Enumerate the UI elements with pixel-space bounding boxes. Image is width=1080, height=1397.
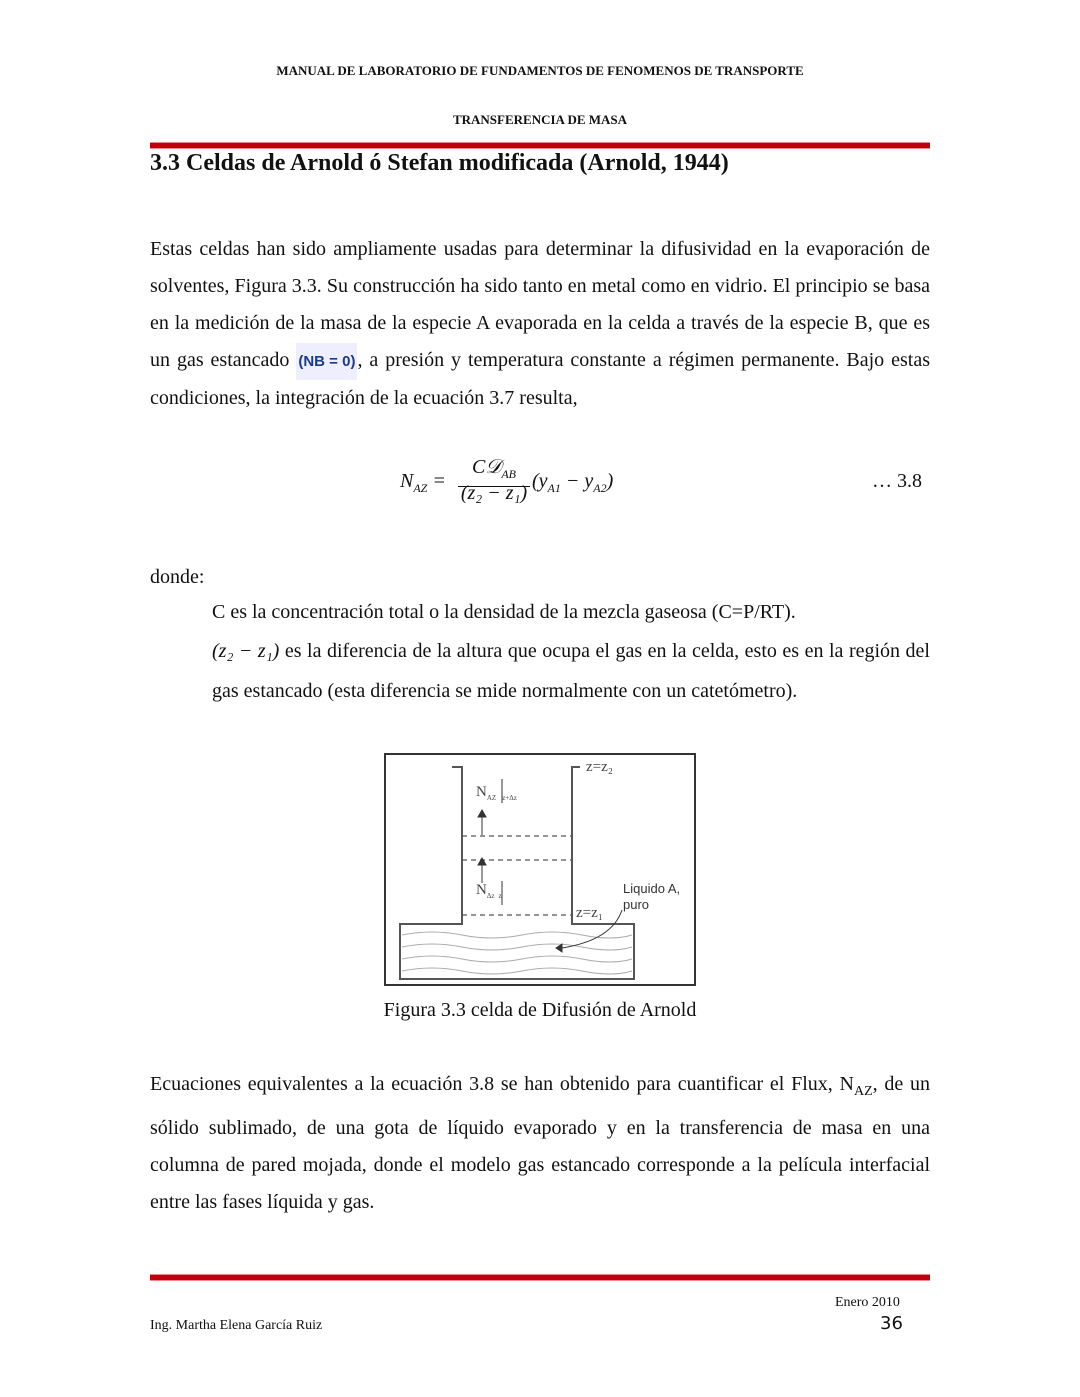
donde-label: donde: — [150, 566, 205, 588]
definition-c: C es la concentración total o la densidad de la mezcla gaseosa (C=P/RT). — [212, 601, 796, 623]
arnold-cell-diagram — [386, 755, 694, 984]
definition-z: (z₂ − z₁) es la diferencia de la altura que ocupa el gas en la celda, esto es en la región del gas estancado (esta diferencia se mide normalmente con un catetómetro). — [212, 640, 930, 702]
eq-numerator: C𝒟$_{AB}$ — [458, 455, 530, 487]
text: Ecuaciones equivalentes a la ecuación 3.8 se han obtenido para cuantificar el Flux, N — [150, 1073, 854, 1095]
header-subtitle: TRANSFERENCIA DE MASA — [452, 112, 628, 127]
footer-author: Ing. Martha Elena García Ruiz — [150, 1318, 323, 1333]
label-liquid: Liquido A, puro — [623, 881, 681, 912]
header-rule — [150, 142, 930, 149]
text: , de un sólido sublimado, de una gota de líquido evaporado y en la transferencia de masa en una columna de pared mojada, donde el modelo gas estancado corresponde a la película interfacial entre las fases líquida y gas. — [150, 1073, 930, 1213]
text: , a presión y temperatura constante a régimen permanente. Bajo estas condiciones, la integración de la ecuación 3.7 resulta, — [150, 349, 930, 409]
label-flux-bottom: $N_{\Delta z}$ $_z$ — [476, 882, 502, 900]
eq-denominator: (z₂ − z₁) — [460, 482, 528, 504]
page-number: 36 — [880, 1313, 903, 1334]
footer-rule — [150, 1274, 930, 1281]
inline-equation-image: (NB = 0) — [296, 343, 357, 380]
eq-lhs: $N_{AZ}$ = — [400, 470, 446, 495]
figure-arnold-cell — [384, 753, 696, 986]
figure-caption: Figura 3.3 celda de Difusión de Arnold — [383, 999, 697, 1021]
label-z1: z=z₁ — [576, 905, 604, 921]
label-flux-top: $N_{AZ}$ $_{z+\Delta z}$ — [476, 784, 517, 802]
section-title: 3.3 Celdas de Arnold ó Stefan modificada (Arnold, 1944) — [150, 150, 729, 176]
footer-date: Enero 2010 — [835, 1295, 900, 1310]
label-z2: z=z₂ — [586, 759, 614, 775]
paragraph-1 — [150, 231, 930, 417]
eq-rhs: $(y_{A1} - y_{A2})$ — [532, 470, 614, 495]
equation-number: … 3.8 — [872, 470, 922, 492]
paragraph-2: Ecuaciones equivalentes a la ecuación 3.8 se han obtenido para cuantificar el Flux, $N_{AZ}$, de un sólido sublimado, de una gota de líquido evaporado y en la transferencia de masa en una columna de pared mojada, donde el modelo gas estancado corresponde a la película interfacial entre las fases líquida y gas. — [150, 1073, 930, 1213]
text: Estas celdas han sido ampliamente usadas para determinar la difusividad en la evaporación de solventes, Figura 3.3. Su construcción ha sido tanto en metal como en vidrio. El principio se basa en la medición de la masa de la especie A evaporada en la celda a través de la especie B, que es un gas estancado — [150, 238, 930, 371]
header-title: MANUAL DE LABORATORIO DE FUNDAMENTOS DE FENOMENOS DE TRANSPORTE — [276, 63, 804, 78]
